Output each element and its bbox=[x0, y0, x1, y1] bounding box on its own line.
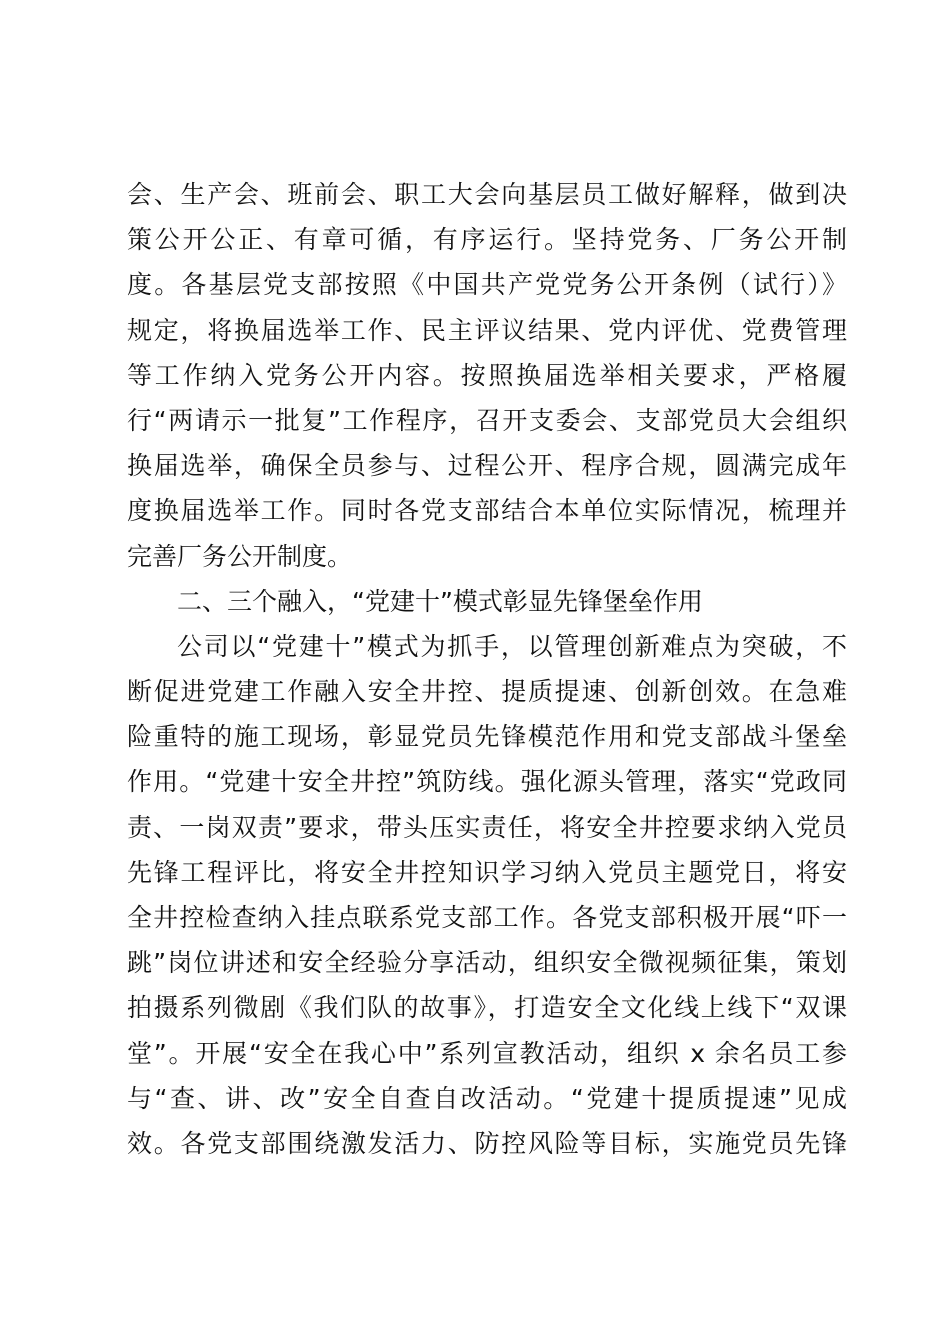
text-line: 等工作纳入党务公开内容。按照换届选举相关要求，严格履 bbox=[127, 360, 847, 390]
text-line: 公司以“党建十”模式为抓手，以管理创新难点为突破，不 bbox=[177, 631, 847, 661]
text-line: 拍摄系列微剧《我们队的故事》，打造安全文化线上线下“双课 bbox=[127, 993, 847, 1023]
text-line: 断促进党建工作融入安全井控、提质提速、创新创效。在急难 bbox=[127, 677, 847, 707]
text-line: 规定，将换届选举工作、民主评议结果、党内评优、党费管理 bbox=[127, 315, 847, 345]
text-line: 先锋工程评比，将安全井控知识学习纳入党员主题党日，将安 bbox=[127, 857, 847, 887]
text-line: 险重特的施工现场，彰显党员先锋模范作用和党支部战斗堡垒 bbox=[127, 722, 847, 752]
text-line: 会、生产会、班前会、职工大会向基层员工做好解释，做到决 bbox=[127, 180, 847, 209]
text-line: 效。各党支部围绕激发活力、防控风险等目标，实施党员先锋 bbox=[127, 1128, 847, 1158]
text-line: 跳”岗位讲述和安全经验分享活动，组织安全微视频征集，策划 bbox=[127, 948, 847, 978]
text-line: 度。各基层党支部按照《中国共产党党务公开条例（试行）》 bbox=[127, 270, 847, 300]
document-body bbox=[127, 172, 847, 1166]
text-line: 度换届选举工作。同时各党支部结合本单位实际情况，梳理并 bbox=[127, 496, 847, 526]
text-line: 完善厂务公开制度。 bbox=[127, 541, 353, 571]
text-line: 堂”。开展“安全在我心中”系列宣教活动，组织 x 余名员工参 bbox=[127, 1038, 847, 1068]
text-line: 全井控检查纳入挂点联系党支部工作。各党支部积极开展“吓一 bbox=[127, 903, 847, 932]
text-line: 行“两请示一批复”工作程序，召开支委会、支部党员大会组织 bbox=[127, 405, 847, 435]
text-line: 责、一岗双责”要求，带头压实责任，将安全井控要求纳入党员 bbox=[127, 812, 847, 842]
text-line: 作用。“党建十安全井控”筑防线。强化源头管理，落实“党政同 bbox=[127, 767, 847, 797]
text-line: 与“查、讲、改”安全自查自改活动。“党建十提质提速”见成 bbox=[127, 1083, 847, 1113]
section-heading: 二、三个融入，“党建十”模式彰显先锋堡垒作用 bbox=[177, 586, 703, 616]
text-line: 策公开公正、有章可循，有序运行。坚持党务、厂务公开制 bbox=[127, 225, 847, 255]
text-line: 换届选举，确保全员参与、过程公开、程序合规，圆满完成年 bbox=[127, 451, 847, 481]
